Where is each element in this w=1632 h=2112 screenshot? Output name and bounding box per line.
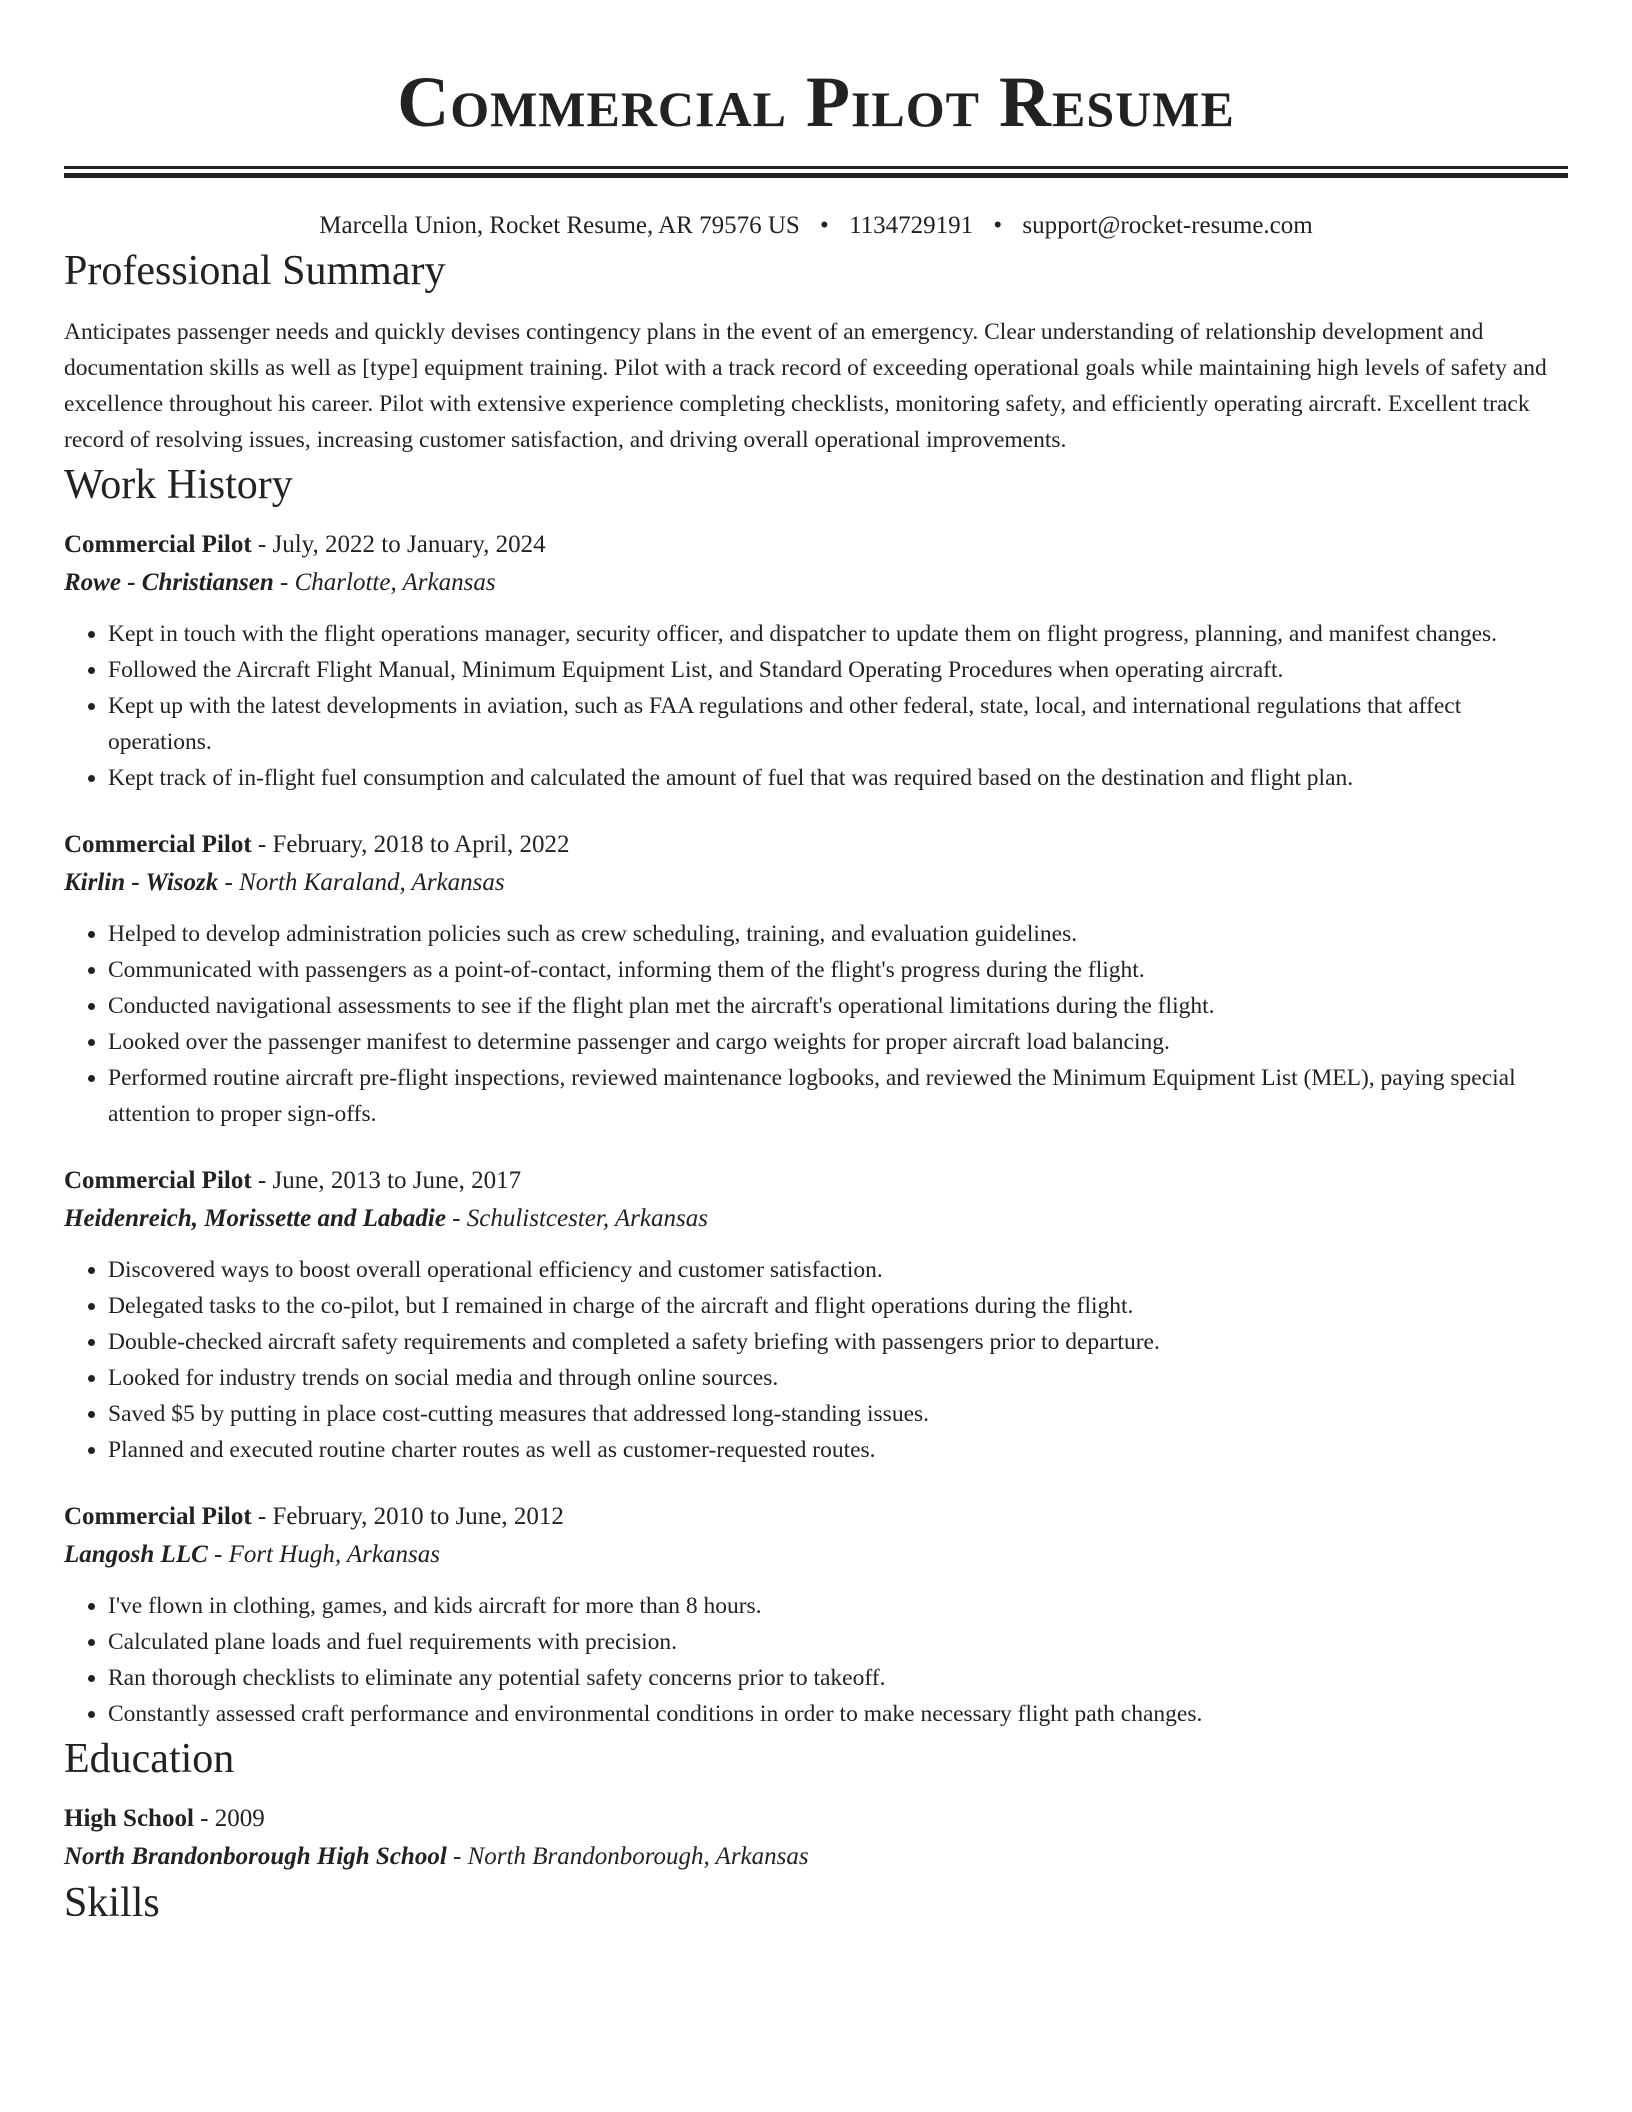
job-employer — [64, 1200, 1568, 1238]
list-item: • I've flown in clothing, games, and kids aircraft for more than 8 hours. — [108, 1588, 1568, 1624]
education-location: - North Brandonborough, Arkansas — [446, 1843, 809, 1870]
job-duties-list — [64, 1252, 1568, 1468]
job-dates: - June, 2013 to June, 2017 — [251, 1167, 522, 1194]
job-entry — [64, 1498, 1568, 1732]
list-item: • Constantly assessed craft performance and environmental conditions in order to make necessary flight path changes. — [108, 1696, 1568, 1732]
job-duties-list — [64, 1588, 1568, 1732]
job-duties-list — [64, 616, 1568, 796]
job-title: Commercial Pilot — [64, 531, 252, 558]
job-title: Commercial Pilot — [64, 1167, 252, 1194]
list-item: • Delegated tasks to the co-pilot, but I remained in charge of the aircraft and flight operations during the flight. — [108, 1288, 1568, 1324]
contact-separator: • — [993, 212, 1003, 239]
summary-text: Anticipates passenger needs and quickly devises contingency plans in the event of an emergency. Clear understanding of relationship development and documentation skills as well as [type] equipment training. Pilot with a track record of exceeding operational goals while maintaining high levels of safety and excellence throughout his career. Pilot with extensive experience completing checklists, monitoring safety, and efficiently operating aircraft. Excellent track record of resolving issues, increasing customer satisfaction, and driving overall operational improvements. — [64, 319, 1547, 453]
skills-heading: Skills — [64, 1880, 160, 1926]
job-duties-list — [64, 916, 1568, 1132]
job-location: - Charlotte, Arkansas — [273, 569, 496, 596]
job-location: - Schulistcester, Arkansas — [445, 1205, 708, 1232]
list-item: • Performed routine aircraft pre-flight inspections, reviewed maintenance logbooks, and reviewed the Minimum Equipment List (MEL), paying special attention to proper sign-offs. — [108, 1060, 1568, 1132]
list-item: • Double-checked aircraft safety requirements and completed a safety briefing with passengers prior to departure. — [108, 1324, 1568, 1360]
list-item: • Calculated plane loads and fuel requirements with precision. — [108, 1624, 1568, 1660]
education-heading: Education — [64, 1736, 235, 1782]
list-item: • Discovered ways to boost overall operational efficiency and customer satisfaction. — [108, 1252, 1568, 1288]
job-employer — [64, 1536, 1568, 1574]
list-item: • Helped to develop administration policies such as crew scheduling, training, and evaluation guidelines. — [108, 916, 1568, 952]
contact-email[interactable]: support@rocket-resume.com — [1022, 212, 1313, 239]
list-item: • Conducted navigational assessments to see if the flight plan met the aircraft's operational limitations during the flight. — [108, 988, 1568, 1024]
education-degree: High School — [64, 1805, 194, 1832]
list-item: • Kept up with the latest developments in aviation, such as FAA regulations and other federal, state, local, and international regulations that affect operations. — [108, 688, 1568, 760]
education-header — [64, 1800, 1568, 1838]
job-employer — [64, 564, 1568, 602]
list-item: • Ran thorough checklists to eliminate any potential safety concerns prior to takeoff. — [108, 1660, 1568, 1696]
job-header — [64, 1498, 1568, 1536]
job-dates: - February, 2018 to April, 2022 — [251, 831, 570, 858]
list-item: • Looked for industry trends on social media and through online sources. — [108, 1360, 1568, 1396]
education-year: - 2009 — [193, 1805, 265, 1832]
job-company: Kirlin - Wisozk — [64, 869, 219, 896]
job-title: Commercial Pilot — [64, 1503, 252, 1530]
job-company: Rowe - Christiansen — [64, 569, 274, 596]
job-title: Commercial Pilot — [64, 831, 252, 858]
list-item: • Looked over the passenger manifest to determine passenger and cargo weights for proper aircraft load balancing. — [108, 1024, 1568, 1060]
list-item: • Planned and executed routine charter routes as well as customer-requested routes. — [108, 1432, 1568, 1468]
list-item: • Communicated with passengers as a point-of-contact, informing them of the flight's progress during the flight. — [108, 952, 1568, 988]
education-institution — [64, 1838, 1568, 1876]
contact-address: Marcella Union, Rocket Resume, AR 79576 US — [319, 212, 800, 239]
job-header — [64, 526, 1568, 564]
contact-phone: 1134729191 — [849, 212, 974, 239]
resume-title: Commercial Pilot Resume — [397, 62, 1235, 142]
summary-heading: Professional Summary — [64, 248, 446, 294]
work-history-heading: Work History — [64, 462, 293, 508]
list-item: • Saved $5 by putting in place cost-cutting measures that addressed long-standing issues. — [108, 1396, 1568, 1432]
job-company: Langosh LLC — [64, 1541, 208, 1568]
job-entry — [64, 526, 1568, 796]
job-header — [64, 1162, 1568, 1200]
list-item: • Followed the Aircraft Flight Manual, Minimum Equipment List, and Standard Operating Procedures when operating aircraft. — [108, 652, 1568, 688]
job-dates: - July, 2022 to January, 2024 — [251, 531, 546, 558]
job-location: - North Karaland, Arkansas — [218, 869, 505, 896]
education-school: North Brandonborough High School — [64, 1843, 447, 1870]
contact-line — [64, 208, 1568, 244]
job-employer — [64, 864, 1568, 902]
list-item: • Kept track of in-flight fuel consumption and calculated the amount of fuel that was required based on the destination and flight plan. — [108, 760, 1568, 796]
job-dates: - February, 2010 to June, 2012 — [251, 1503, 564, 1530]
job-header — [64, 826, 1568, 864]
job-entry — [64, 1162, 1568, 1468]
contact-separator: • — [820, 212, 829, 239]
job-location: - Fort Hugh, Arkansas — [207, 1541, 440, 1568]
job-company: Heidenreich, Morissette and Labadie — [64, 1205, 446, 1232]
list-item: • Kept in touch with the flight operations manager, security officer, and dispatcher to update them on flight progress, planning, and manifest changes. — [108, 616, 1568, 652]
job-entry — [64, 826, 1568, 1132]
title-divider — [64, 166, 1568, 178]
